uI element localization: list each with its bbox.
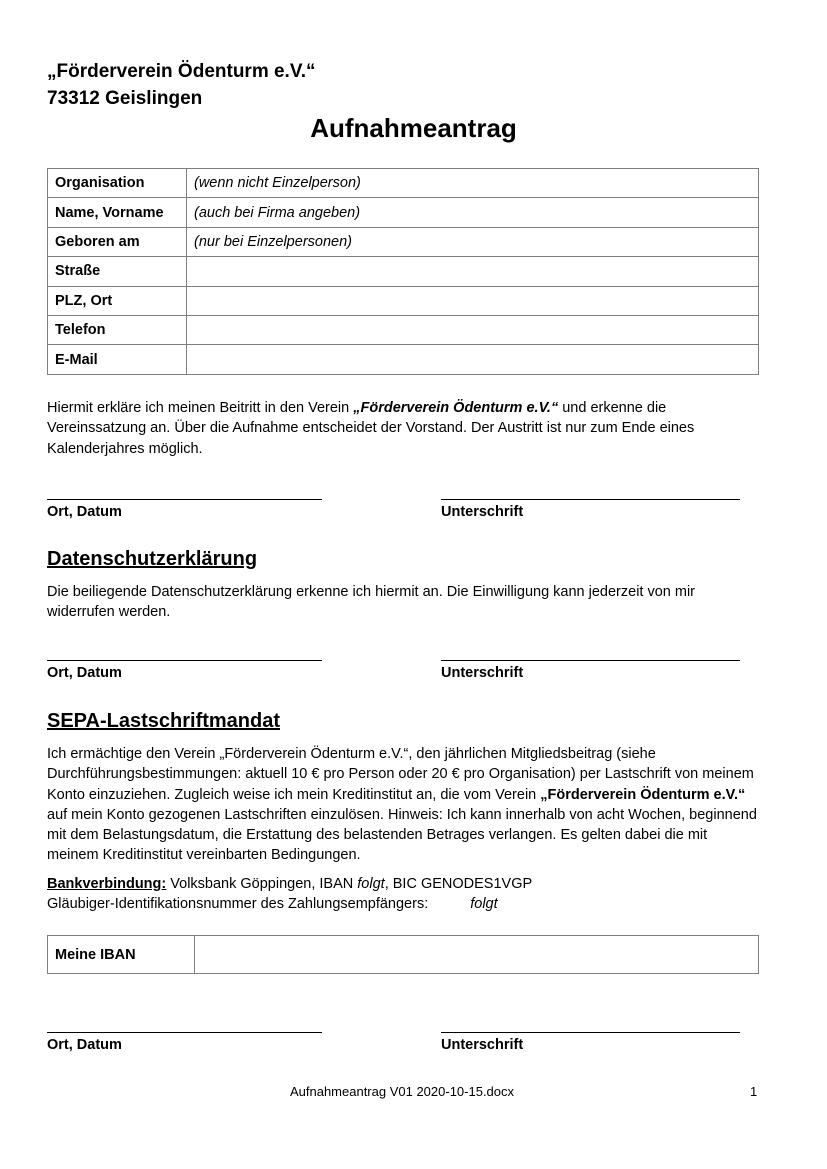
sepa-heading: SEPA-Lastschriftmandat bbox=[47, 710, 281, 732]
zip-city-field[interactable] bbox=[187, 286, 759, 315]
iban-label: Meine IBAN bbox=[48, 936, 195, 974]
page-title: Aufnahmeantrag bbox=[310, 113, 517, 143]
creditor-label: Gläubiger-Identifikationsnummer des Zahlungsempfängers: bbox=[47, 896, 429, 912]
org-city: 73312 Geislingen bbox=[47, 88, 203, 109]
signature-label: Unterschrift bbox=[441, 504, 524, 520]
place-date-label: Ort, Datum bbox=[47, 1037, 122, 1053]
form-row-street bbox=[48, 257, 759, 286]
signature-block-sepa bbox=[0, 1021, 827, 1061]
form-row-organisation bbox=[48, 169, 759, 198]
name-field[interactable]: (auch bei Firma angeben) bbox=[187, 198, 759, 227]
form-row-birthdate bbox=[48, 227, 759, 256]
iban-row bbox=[48, 936, 759, 974]
membership-text-after: und erkenne die Vereinssatzung an. Über die Aufnahme entscheidet der Vorstand. Der Austritt ist nur zum Ende eines Kalenderjahres möglich. bbox=[47, 400, 695, 457]
email-field[interactable] bbox=[187, 345, 759, 374]
form-label: Geboren am bbox=[48, 227, 187, 256]
place-date-label: Ort, Datum bbox=[47, 665, 122, 681]
membership-text-before: Hiermit erkläre ich meinen Beitritt in den Verein bbox=[47, 400, 354, 416]
sepa-text bbox=[47, 744, 761, 866]
sepa-club-name: „Förderverein Ödenturm e.V.“ bbox=[540, 786, 746, 803]
page-number: 1 bbox=[750, 1084, 758, 1099]
org-name: „Förderverein Ödenturm e.V.“ bbox=[47, 61, 316, 82]
form-label: Name, Vorname bbox=[48, 198, 187, 227]
sepa-text-before: Ich ermächtige den Verein „Förderverein Ödenturm e.V.“, den jährlichen Mitgliedsbeitrag (siehe Durchführungsbestimmungen: aktuell 10 € pro Person oder 20 € pro Organisation) per Lastschrift von meinem Konto einzuziehen. Zugleich weise ich mein Kreditinstitut an, die vom Verein bbox=[47, 746, 754, 803]
creditor-line bbox=[47, 894, 532, 914]
form-row-name bbox=[48, 198, 759, 227]
street-field[interactable] bbox=[187, 257, 759, 286]
signature-block-membership bbox=[0, 488, 827, 528]
bank-details bbox=[47, 874, 532, 914]
form-label: E-Mail bbox=[48, 345, 187, 374]
place-date-label: Ort, Datum bbox=[47, 504, 122, 520]
signature-label: Unterschrift bbox=[441, 665, 524, 681]
privacy-text: Die beiliegende Datenschutzerklärung erkenne ich hiermit an. Die Einwilligung kann jederzeit von mir widerrufen werden. bbox=[47, 584, 696, 621]
iban-field[interactable] bbox=[195, 936, 759, 974]
signature-line[interactable] bbox=[441, 499, 740, 500]
place-date-line[interactable] bbox=[47, 660, 322, 661]
form-label: PLZ, Ort bbox=[48, 286, 187, 315]
organisation-field[interactable]: (wenn nicht Einzelperson) bbox=[187, 169, 759, 198]
membership-declaration bbox=[47, 398, 761, 459]
form-label: Telefon bbox=[48, 315, 187, 344]
signature-block-privacy bbox=[0, 649, 827, 689]
form-row-phone bbox=[48, 315, 759, 344]
form-row-zip-city bbox=[48, 286, 759, 315]
bic-value: , BIC GENODES1VGP bbox=[384, 876, 533, 892]
footer-filename: Aufnahmeantrag V01 2020-10-15.docx bbox=[289, 1084, 515, 1099]
bank-name: Volksbank Göppingen, IBAN bbox=[166, 876, 358, 892]
phone-field[interactable] bbox=[187, 315, 759, 344]
signature-line[interactable] bbox=[441, 1032, 740, 1033]
form-row-email bbox=[48, 345, 759, 374]
place-date-line[interactable] bbox=[47, 1032, 322, 1033]
iban-table bbox=[47, 935, 759, 974]
signature-label: Unterschrift bbox=[441, 1037, 524, 1053]
form-label: Straße bbox=[48, 257, 187, 286]
place-date-line[interactable] bbox=[47, 499, 322, 500]
birthdate-field[interactable]: (nur bei Einzelpersonen) bbox=[187, 227, 759, 256]
iban-value: folgt bbox=[357, 876, 385, 892]
sepa-text-after: auf mein Konto gezogenen Lastschriften einzulösen. Hinweis: Ich kann innerhalb von acht Wochen, beginnend mit dem Belastungsdatum, die Erstattung des belastenden Betrages verlangen. Es gelten dabei die mit meinem Kreditinstitut vereinbarten Bedingungen. bbox=[47, 806, 757, 864]
membership-club-name: „Förderverein Ödenturm e.V.“ bbox=[353, 400, 559, 416]
form-label: Organisation bbox=[48, 169, 187, 198]
signature-line[interactable] bbox=[441, 660, 740, 661]
bank-line bbox=[47, 874, 532, 894]
organization-header bbox=[47, 58, 316, 112]
privacy-heading: Datenschutzerklärung bbox=[47, 548, 258, 570]
bank-label: Bankverbindung: bbox=[47, 876, 167, 892]
creditor-value: folgt bbox=[470, 896, 498, 912]
applicant-form-table bbox=[47, 168, 759, 375]
